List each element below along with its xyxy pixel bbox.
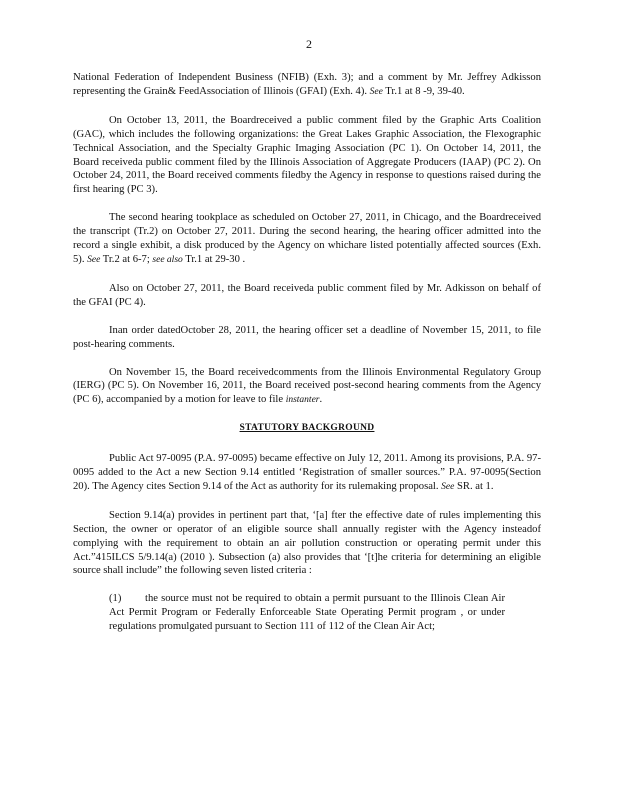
paragraph-text: Tr.1 at 29-30 . (182, 253, 246, 265)
section-heading (73, 422, 541, 436)
paragraph-gfai-comment: Also on October 27, 2011, the Board receiveda public comment filed by Mr. Adkisson on behalf of the GFAI (PC 4). (73, 282, 541, 308)
citation-signal: See (441, 481, 455, 492)
paragraph-text: Public Act 97-0095 (P.A. 97-0095) became effective on July 12, 2011. Among its provisions, P.A. 97-0095 added to the Act a new Section 9.14 entitled ‘Registration of smaller sources.” P.A. 97-0095(Section 20). The Agency cites Section 9.14 of the Act as authority for its rulemaking proposal. (73, 453, 541, 492)
paragraph-text: Tr.2 at 6-7; (100, 253, 153, 265)
paragraph-text: Tr.1 at 8 -9, 39-40. (382, 85, 465, 97)
paragraph-post-hearing-comments (73, 366, 541, 409)
citation-signal: See (369, 86, 383, 97)
paragraph-text: On November 15, the Board receivedcomments from the Illinois Environmental Regulatory Group (IERG) (PC 5). On November 16, 2011, the Board received post-second hearing comments from the Agency (PC 6), accompanied by a motion for leave to file (73, 366, 541, 406)
criteria-item (109, 592, 505, 634)
paragraph-text: The second hearing tookplace as scheduled on October 27, 2011, in Chicago, and the Boardreceived the transcript (Tr.2) on October 27, 2011. During the second hearing, the hearing officer admitted into the record a single exhibit, a disk produced by the Agency on whichare listed potentially affected sources (Exh. 5). (73, 212, 541, 265)
paragraph-text: . (319, 394, 323, 406)
paragraph-second-hearing (73, 211, 541, 268)
document-body (73, 71, 541, 634)
criteria-number: (1) (109, 593, 122, 605)
citation-signal: See (87, 254, 101, 265)
page-number: 2 (306, 37, 312, 51)
paragraph-procedural-history-continued (73, 71, 541, 100)
paragraph-public-act (73, 452, 541, 495)
citation-signal: see also (152, 254, 183, 265)
paragraph-public-comments: On October 13, 2011, the Boardreceived a public comment filed by the Graphic Arts Coalition (GAC), which includes the following organizations: the Great Lakes Graphic Association, the Flexographic Technical Association, and the Specialty Graphic Imaging Association (PC 1). On October 14, 2011, the Board receiveda public comment filed by the Illinois Association of Aggregate Producers (IAAP) (PC 2). On October 24, 2011, the Board received comments filedby the Agency in response to questions raised during the first hearing (PC 3). (73, 114, 541, 196)
paragraph-text: National Federation of Independent Business (NFIB) (Exh. 3); and a comment by Mr. Jeffrey Adkisson representing the Grain& FeedAssociation of Illinois (GFAI) (Exh. 4). (73, 72, 541, 97)
paragraph-hearing-officer-order: Inan order datedOctober 28, 2011, the hearing officer set a deadline of November 15, 2011, to file post-hearing comments. (73, 324, 541, 350)
section-heading-text: STATUTORY BACKGROUND (239, 423, 375, 434)
paragraph-section-9-14: Section 9.14(a) provides in pertinent part that, ‘[a] fter the effective date of rules implementing this Section, the owner or operator of an eligible source shall annually register with the Agency insteadof complying with the requirement to obtain an air pollution construction or operating permit under this Act.”415ILCS 5/9.14(a) (2010 ). Subsection (a) also provides that ‘[t]he criteria for determining an eligible source shall include” the following seven listed criteria : (73, 509, 541, 577)
latin-term: instanter (285, 395, 320, 406)
paragraph-text: SR. at 1. (454, 480, 494, 492)
criteria-text: the source must not be required to obtain a permit pursuant to the Illinois Clean Air Act Permit Program or Federally Enforceable State Operating Permit program , or under regulations promulgated pursuant to Section 111 of 112 of the Clean Air Act; (109, 593, 505, 633)
